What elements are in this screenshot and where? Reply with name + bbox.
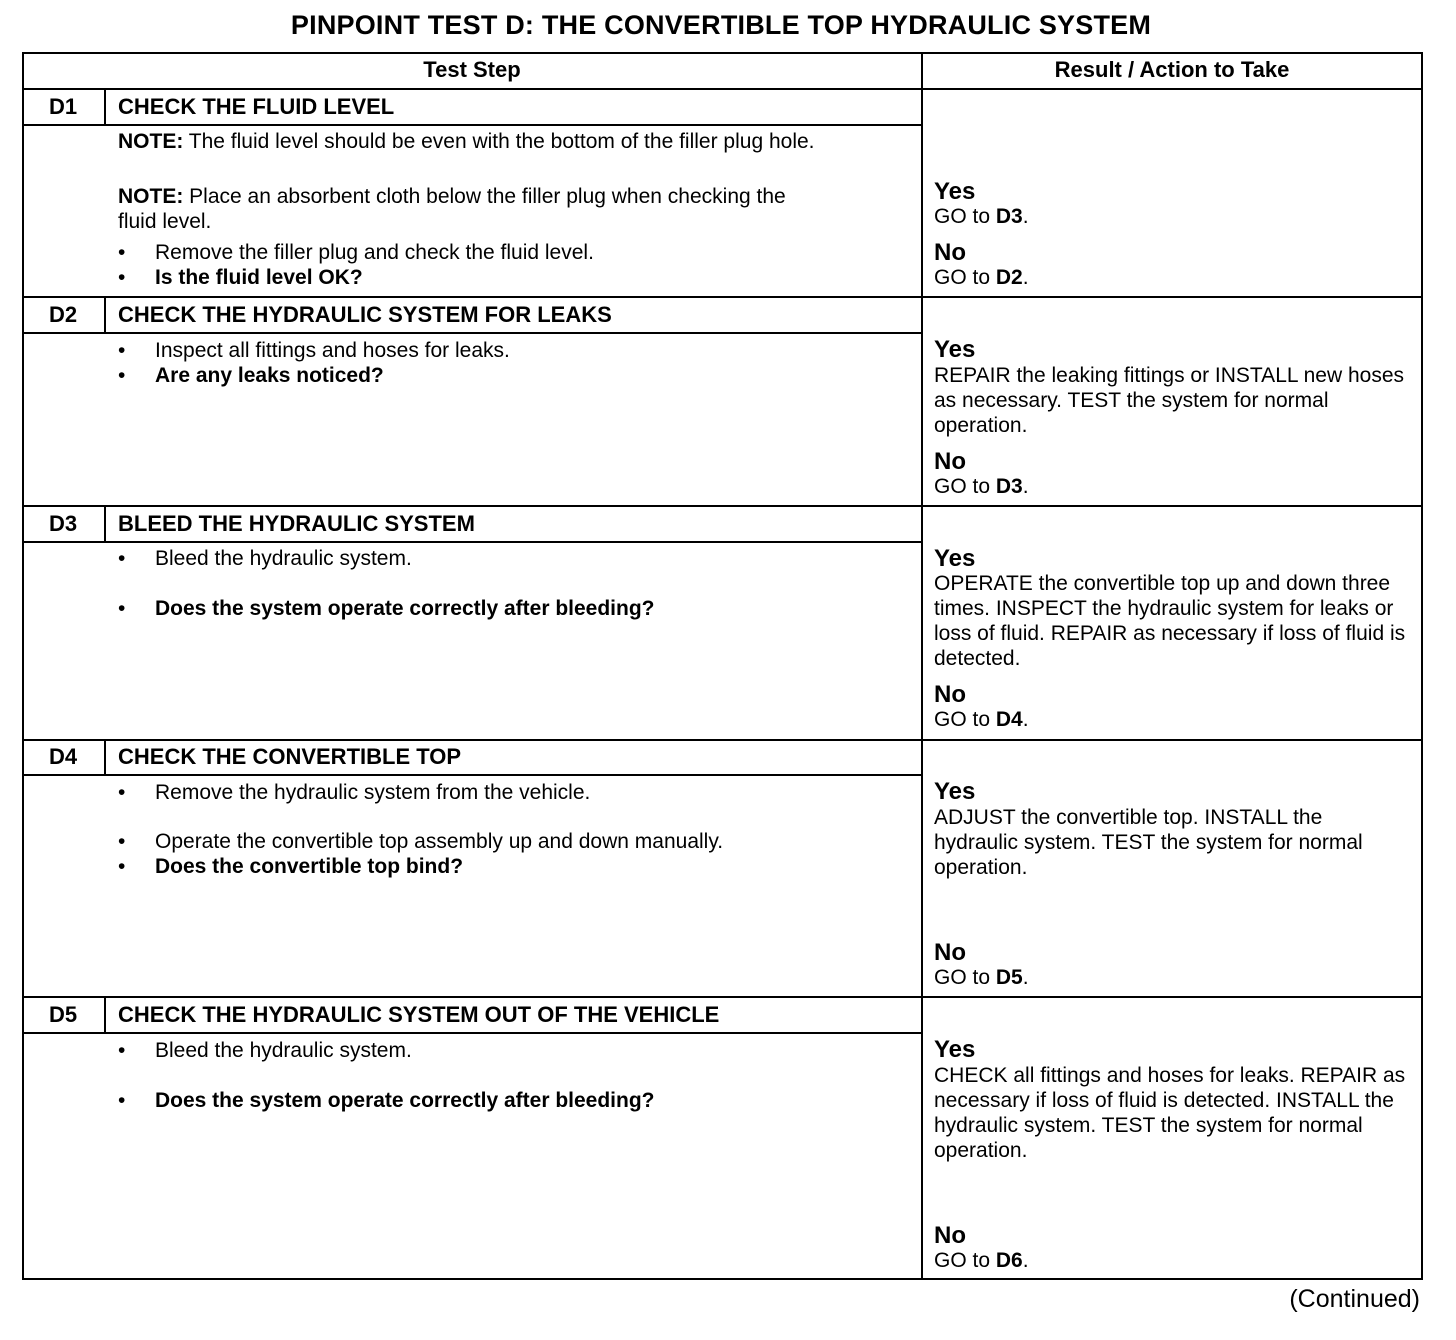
yes-label-d5: Yes [934, 1036, 976, 1063]
no-label-d5: No [934, 1222, 966, 1249]
step-id-d1: D1 [48, 94, 78, 119]
no-action-d2: GO to D3. [934, 475, 1029, 498]
step-heading-d3: BLEED THE HYDRAULIC SYSTEM [118, 511, 475, 536]
step-heading-d1: CHECK THE FLUID LEVEL [118, 94, 395, 119]
yes-action-d4: ADJUST the convertible top. INSTALL the hydraulic system. TEST the system for normal operation. [934, 806, 1363, 879]
no-label-d4: No [934, 939, 966, 966]
step-heading-d5: CHECK THE HYDRAULIC SYSTEM OUT OF THE VEHICLE [118, 1002, 720, 1027]
step-heading-d4: CHECK THE CONVERTIBLE TOP [118, 744, 462, 769]
action-d3-1: Bleed the hydraulic system. [155, 547, 412, 570]
action-d1-1: Remove the filler plug and check the fluid level. [155, 241, 594, 264]
step-id-d4: D4 [48, 744, 78, 769]
bullet-icon: • [118, 339, 126, 362]
bullet-icon: • [118, 597, 126, 620]
note-d1-1: NOTE: The fluid level should be even with the bottom of the filler plug hole. [118, 130, 815, 153]
question-d4: Does the convertible top bind? [155, 855, 464, 878]
no-action-d1: GO to D2. [934, 266, 1029, 289]
continued-label: (Continued) [1289, 1285, 1420, 1313]
yes-action-d3: OPERATE the convertible top up and down three times. INSPECT the hydraulic system for leaks or loss of fluid. REPAIR as necessary if loss of fluid is detected. [934, 572, 1406, 670]
bullet-icon: • [118, 1039, 126, 1062]
question-d2: Are any leaks noticed? [155, 364, 384, 387]
action-d4-1: Remove the hydraulic system from the vehicle. [155, 781, 591, 804]
bullet-icon: • [118, 241, 126, 264]
question-d5: Does the system operate correctly after bleeding? [155, 1089, 655, 1112]
no-label-d3: No [934, 681, 966, 708]
header-test-step-label: Test Step [423, 57, 521, 82]
no-action-d4: GO to D5. [934, 966, 1029, 989]
bullet-icon: • [118, 781, 126, 804]
action-d4-2: Operate the convertible top assembly up and down manually. [155, 830, 724, 853]
step-heading-d2: CHECK THE HYDRAULIC SYSTEM FOR LEAKS [118, 302, 612, 327]
no-action-d3: GO to D4. [934, 708, 1029, 731]
no-label-d1: No [934, 239, 966, 266]
yes-action-d2: REPAIR the leaking fittings or INSTALL new hoses as necessary. TEST the system for normal operation. [934, 364, 1404, 437]
action-d5-1: Bleed the hydraulic system. [155, 1039, 412, 1062]
yes-label-d4: Yes [934, 778, 976, 805]
no-action-d5: GO to D6. [934, 1249, 1029, 1272]
yes-action-d5: CHECK all fittings and hoses for leaks. REPAIR as necessary if loss of fluid is detected. INSTALL the hydraulic system. TEST the system for normal operation. [934, 1064, 1406, 1162]
step-id-d3: D3 [48, 511, 78, 536]
yes-label-d3: Yes [934, 545, 976, 572]
bullet-icon: • [118, 1089, 126, 1112]
bullet-icon: • [118, 266, 126, 289]
bullet-icon: • [118, 547, 126, 570]
question-d3: Does the system operate correctly after bleeding? [155, 597, 655, 620]
step-id-d2: D2 [48, 302, 78, 327]
question-d1: Is the fluid level OK? [155, 266, 363, 289]
bullet-icon: • [118, 855, 126, 878]
yes-label-d1: Yes [934, 178, 976, 205]
note-d1-2: NOTE: Place an absorbent cloth below the filler plug when checking the fluid level. [118, 185, 786, 233]
bullet-icon: • [118, 830, 126, 853]
action-d2-1: Inspect all fittings and hoses for leaks. [155, 339, 510, 362]
bullet-icon: • [118, 364, 126, 387]
yes-label-d2: Yes [934, 336, 976, 363]
step-id-d5: D5 [48, 1002, 78, 1027]
yes-action-d1: GO to D3. [934, 205, 1029, 228]
header-result-label: Result / Action to Take [1054, 57, 1290, 82]
no-label-d2: No [934, 448, 966, 475]
page-title: PINPOINT TEST D: THE CONVERTIBLE TOP HYDRAULIC SYSTEM [290, 10, 1152, 40]
